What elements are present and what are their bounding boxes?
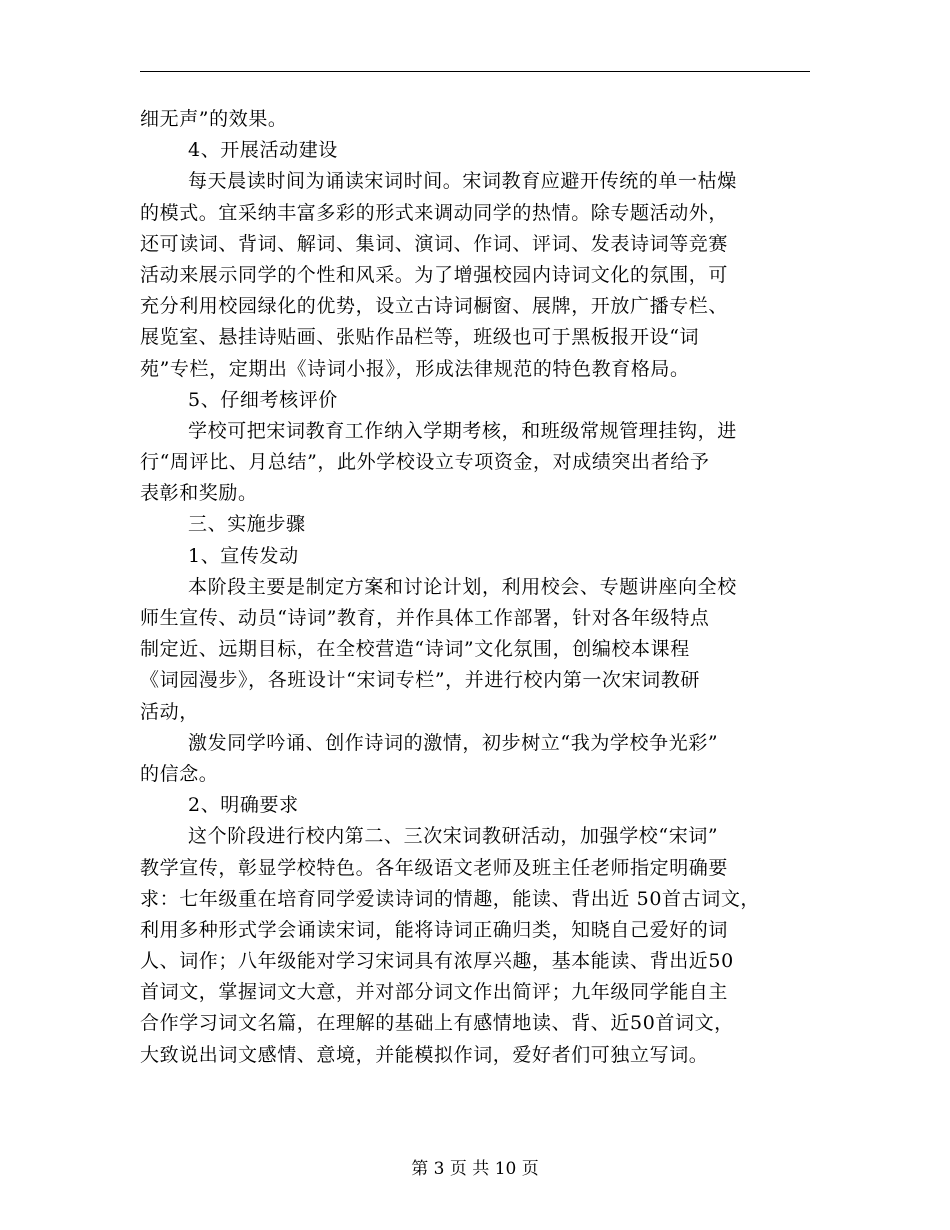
text-line: 2、明确要求 <box>188 794 299 817</box>
text-line: 学校可把宋词教育工作纳入学期考核，和班级常规管理挂钩，进 <box>188 419 737 442</box>
text-line: 大致说出词文感情、意境，并能模拟作词，爱好者们可独立写词。 <box>140 1043 709 1066</box>
text-line: 活动， <box>140 700 199 723</box>
text-line: 三、实施步骤 <box>188 513 306 536</box>
page-number-footer: 第 3 页 共 10 页 <box>411 1159 539 1179</box>
text-line: 每天晨读时间为诵读宋词时间。宋词教育应避开传统的单一枯燥 <box>188 170 737 193</box>
text-line: 首词文，掌握词文大意，并对部分词文作出简评；九年级同学能自主 <box>140 981 729 1004</box>
text-line: 活动来展示同学的个性和风采。为了增强校园内诗词文化的氛围，可 <box>140 263 729 286</box>
text-line: 还可读词、背词、解词、集词、演词、作词、评词、发表诗词等竞赛 <box>140 232 729 255</box>
text-line: 求：七年级重在培育同学爱读诗词的情趣，能读、背出近 50首古词文， <box>140 887 761 910</box>
text-line: 的模式。宜采纳丰富多彩的形式来调动同学的热情。除专题活动外， <box>140 201 729 224</box>
text-line: 师生宣传、动员“诗词”教育，并作具体工作部署，针对各年级特点 <box>140 607 710 629</box>
text-line: 激发同学吟诵、创作诗词的激情，初步树立“我为学校争光彩” <box>188 731 719 754</box>
text-line: 制定近、远期目标，在全校营造“诗词”文化氛围，创编校本课程 <box>140 638 690 661</box>
text-line: 5、仔细考核评价 <box>188 388 338 411</box>
text-line: 本阶段主要是制定方案和讨论计划，利用校会、专题讲座向全校 <box>188 575 737 598</box>
text-line: 这个阶段进行校内第二、三次宋词教研活动，加强学校“宋词” <box>188 825 719 848</box>
text-line: 的信念。 <box>140 762 219 785</box>
text-line: 1、宣传发动 <box>188 544 299 567</box>
text-line: 展览室、悬挂诗贴画、张贴作品栏等，班级也可于黑板报开设“词 <box>140 326 700 349</box>
text-line: 苑”专栏，定期出《诗词小报》，形成法律规范的特色教育格局。 <box>140 357 690 380</box>
text-line: 《词园漫步》，各班设计“宋词专栏”，并进行校内第一次宋词教研 <box>140 669 700 692</box>
text-line: 合作学习词文名篇，在理解的基础上有感情地读、背、近50首词文， <box>140 1012 734 1035</box>
document-body <box>140 104 830 1071</box>
text-line: 行“周评比、月总结”，此外学校设立专项资金，对成绩突出者给予 <box>140 451 710 474</box>
header-rule <box>140 71 810 72</box>
text-line: 细无声”的效果。 <box>140 108 288 130</box>
text-line: 人、词作；八年级能对学习宋词具有浓厚兴趣，基本能读、背出近50 <box>140 950 734 973</box>
text-line: 表彰和奖励。 <box>140 482 258 505</box>
text-line: 教学宣传，彰显学校特色。各年级语文老师及班主任老师指定明确要 <box>140 856 729 879</box>
text-line: 充分利用校园绿化的优势，设立古诗词橱窗、展牌，开放广播专栏、 <box>140 295 729 318</box>
text-line: 4、开展活动建设 <box>188 139 338 162</box>
text-line: 利用多种形式学会诵读宋词，能将诗词正确归类，知晓自己爱好的词 <box>140 918 729 941</box>
